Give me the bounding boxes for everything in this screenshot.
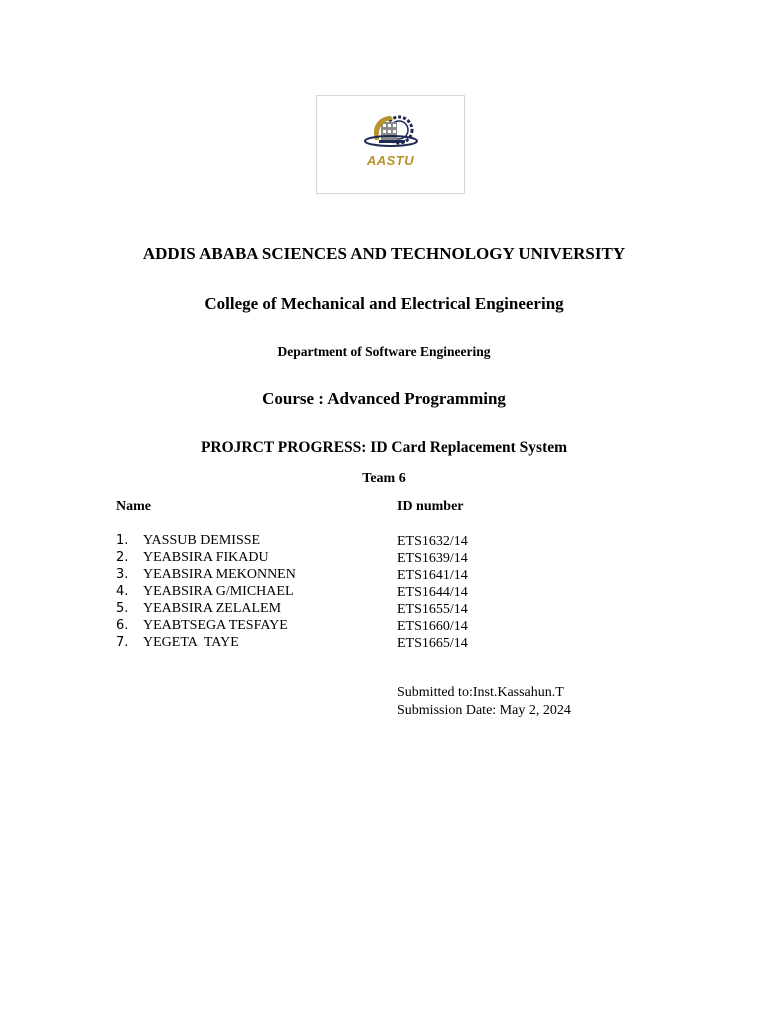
member-name: YEABSIRA FIKADU	[143, 550, 269, 565]
member-id: ETS1660/14	[397, 619, 468, 634]
list-number: 1.	[116, 533, 129, 548]
name-column-header: Name	[116, 499, 151, 514]
project-title: PROJRCT PROGRESS: ID Card Replacement System	[200, 439, 568, 456]
member-name: YEABSIRA MEKONNEN	[143, 567, 296, 582]
member-id: ETS1644/14	[397, 585, 468, 600]
list-item	[116, 567, 296, 584]
team-label: Team 6	[362, 471, 406, 486]
list-number: 5.	[116, 601, 129, 616]
member-name-list	[116, 533, 296, 652]
list-number: 7.	[116, 635, 129, 650]
member-name: YEGETA TAYE	[143, 635, 239, 650]
member-name: YASSUB DEMISSE	[143, 533, 261, 548]
list-item	[116, 584, 296, 601]
member-name: YEABTSEGA TESFAYE	[143, 618, 288, 633]
course-title: Course : Advanced Programming	[262, 389, 506, 408]
member-id-list	[397, 534, 468, 653]
submitted-to: Submitted to:Inst.Kassahun.T	[397, 685, 564, 700]
logo-text: AASTU	[366, 153, 415, 168]
list-number: 3.	[116, 567, 129, 582]
list-number: 2.	[116, 550, 129, 565]
member-id: ETS1639/14	[397, 551, 468, 566]
member-id: ETS1641/14	[397, 568, 468, 583]
list-number: 4.	[116, 584, 129, 599]
submission-info	[397, 684, 571, 720]
logo-box	[316, 95, 465, 194]
university-title: ADDIS ABABA SCIENCES AND TECHNOLOGY UNIVERSITY	[142, 244, 626, 263]
list-item	[116, 635, 296, 652]
id-column-header: ID number	[397, 499, 464, 514]
member-id: ETS1655/14	[397, 602, 468, 617]
member-id: ETS1665/14	[397, 636, 468, 651]
department-title: Department of Software Engineering	[277, 344, 491, 359]
list-item	[116, 533, 296, 550]
list-item	[116, 601, 296, 618]
list-number: 6.	[116, 618, 129, 633]
member-id: ETS1632/14	[397, 534, 468, 549]
college-title: College of Mechanical and Electrical Engineering	[204, 294, 564, 313]
list-item	[116, 550, 296, 567]
list-item	[116, 618, 296, 635]
submission-date: Submission Date: May 2, 2024	[397, 703, 571, 718]
member-name: YEABSIRA ZELALEM	[143, 601, 282, 616]
aastu-logo-icon	[317, 96, 466, 195]
member-name: YEABSIRA G/MICHAEL	[143, 584, 294, 599]
